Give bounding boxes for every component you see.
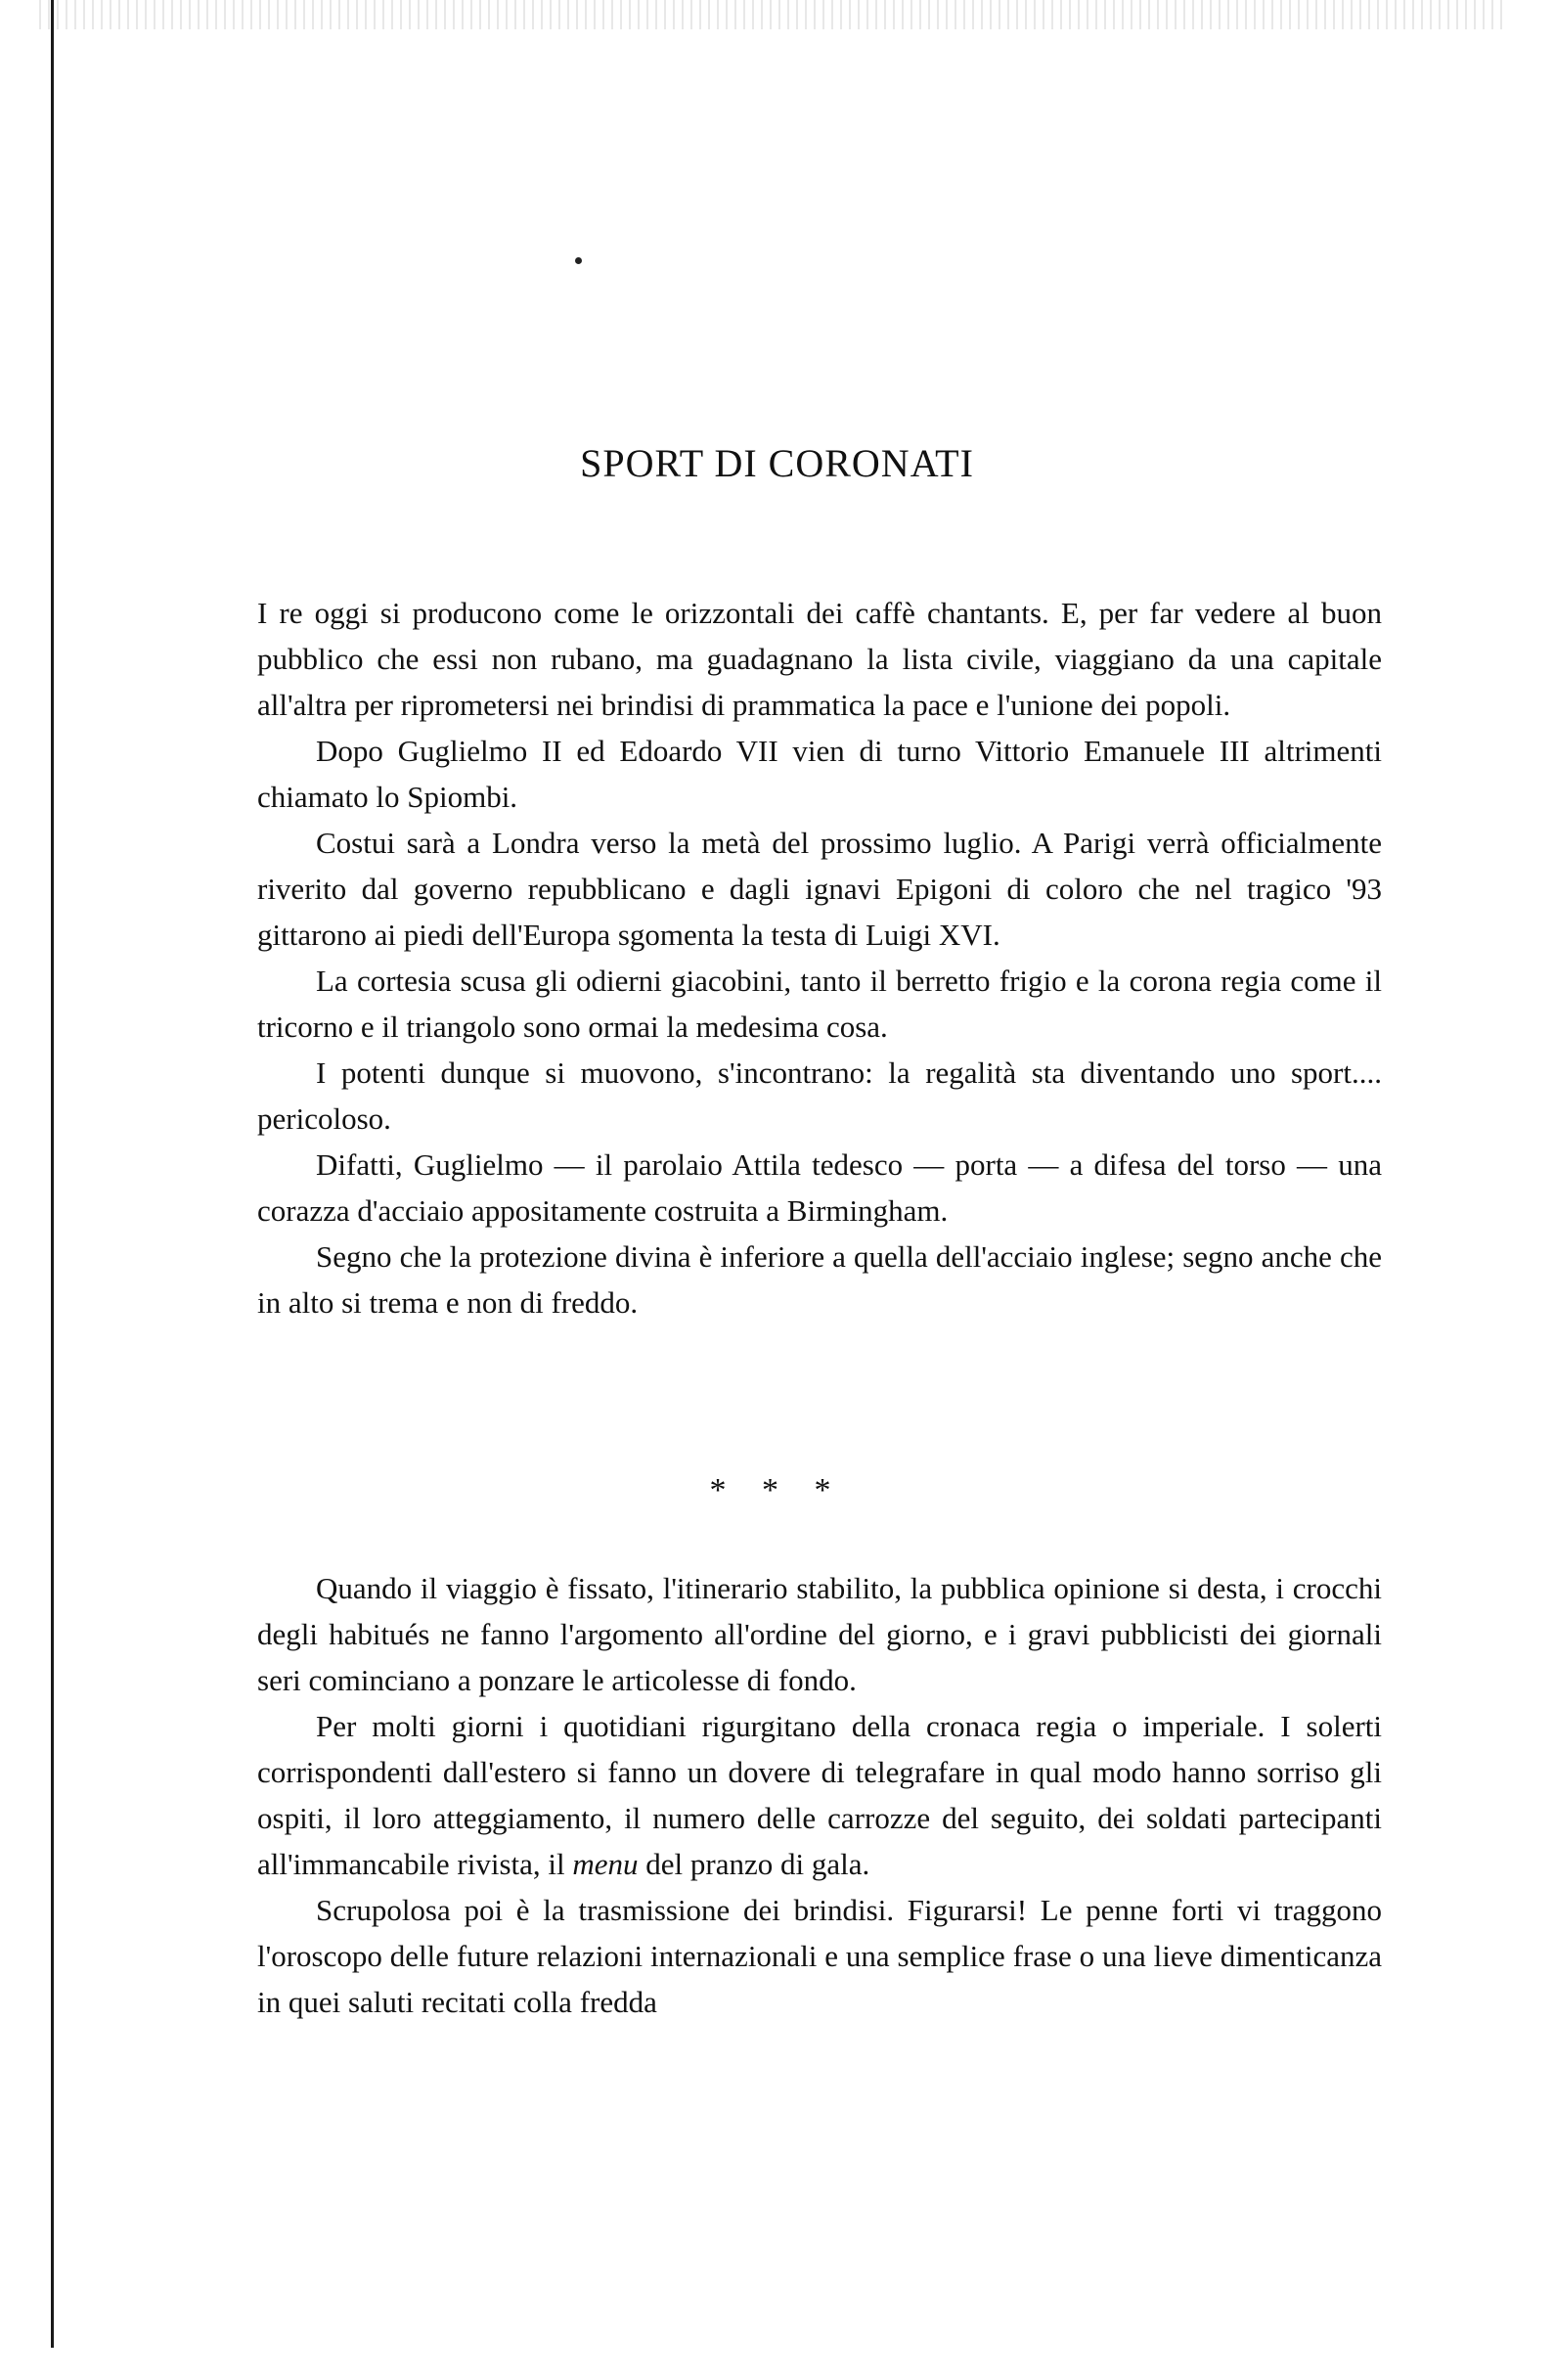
paragraph: I potenti dunque si muovono, s'incontrano: la regalità sta diventando uno sport.... pericoloso.	[257, 1055, 1382, 1136]
paragraph: Segno che la protezione divina è inferiore a quella dell'acciaio inglese; segno anche che in alto si trema e non di freddo.	[257, 1239, 1382, 1320]
paragraph: Quando il viaggio è fissato, l'itinerario stabilito, la pubblica opinione si desta, i crocchi degli habitués ne fanno l'argomento all'ordine del giorno, e i gravi pubblicisti dei giornali seri cominciano a ponzare le articolesse di fondo.	[257, 1571, 1382, 1697]
scan-top-noise	[39, 0, 1506, 29]
paragraph	[257, 1703, 1382, 1887]
paragraph: Difatti, Guglielmo — il parolaio Attila tedesco — porta — a difesa del torso — una corazza d'acciaio appositamente costruita a Birmingham.	[257, 1147, 1382, 1228]
section-separator: * * *	[709, 1472, 845, 1508]
page-binding-edge	[51, 0, 54, 2348]
paragraph-text: Per molti giorni i quotidiani rigurgitano della cronaca regia o imperiale. I solerti corrispondenti dall'estero si fanno un dovere di telegrafare in qual modo hanno sorriso gli ospiti, il loro atteggiamento, il numero delle carrozze del seguito, dei soldati partecipanti all'immancabile rivista, il	[257, 1709, 1382, 1881]
paragraph: Scrupolosa poi è la trasmissione dei brindisi. Figurarsi! Le penne forti vi traggono l'oroscopo delle future relazioni internazionali e una semplice frase o una lieve dimenticanza in quei saluti recitati colla fredda	[257, 1893, 1382, 2019]
chapter-title: SPORT DI CORONATI	[580, 441, 974, 485]
paragraph: I re oggi si producono come le orizzontali dei caffè chantants. E, per far vedere al buon pubblico che essi non rubano, ma guadagnano la lista civile, viaggiano da una capitale all'altra per riprometersi nei brindisi di prammatica la pace e l'unione dei popoli.	[257, 596, 1382, 722]
section-two	[257, 1565, 1382, 2025]
paragraph: Costui sarà a Londra verso la metà del prossimo luglio. A Parigi verrà officialmente riverito dal governo repubblicano e dagli ignavi Epigoni di coloro che nel tragico '93 gittarono ai piedi dell'Europa sgomenta la testa di Luigi XVI.	[257, 826, 1382, 952]
section-one	[257, 590, 1382, 1325]
ink-dot	[575, 257, 582, 264]
paragraph: La cortesia scusa gli odierni giacobini, tanto il berretto frigio e la corona regia come il tricorno e il triangolo sono ormai la medesima cosa.	[257, 964, 1382, 1044]
paragraph-text: del pranzo di gala.	[638, 1847, 870, 1881]
paragraph: Dopo Guglielmo II ed Edoardo VII vien di turno Vittorio Emanuele III altrimenti chiamato lo Spiombi.	[257, 734, 1382, 814]
italic-word: menu	[572, 1847, 639, 1881]
